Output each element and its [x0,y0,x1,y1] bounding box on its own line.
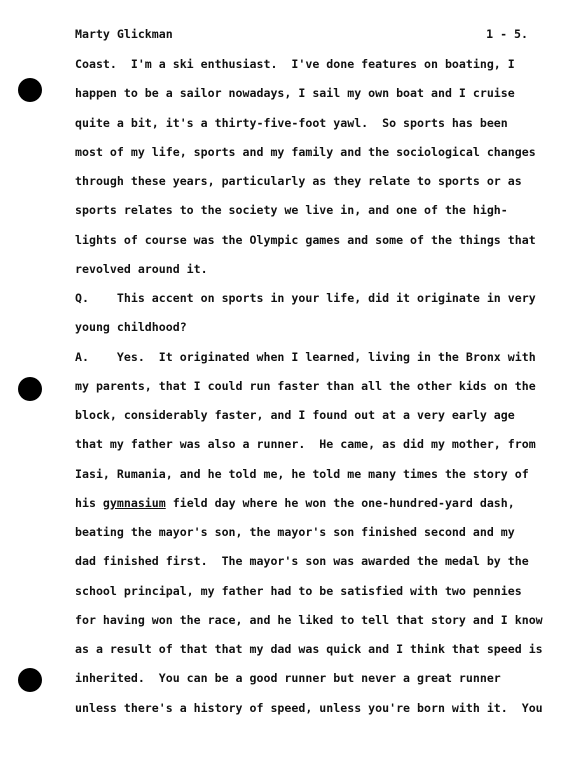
page-header [75,27,528,43]
transcript-line: revolved around it. [75,261,208,276]
transcript-line: that my father was also a runner. He came, as did my mother, from [75,437,536,452]
binder-hole [18,78,42,102]
transcript-line: happen to be a sailor nowadays, I sail my own boat and I cruise [75,86,515,101]
transcript-line: Coast. I'm a ski enthusiast. I've done features on boating, I [75,57,515,71]
binder-hole [18,668,42,692]
transcript-line: Iasi, Rumania, and he told me, he told me many times the story of [75,466,529,481]
transcript-line: A. Yes. It originated when I learned, living in the Bronx with [75,349,536,364]
transcript-line: beating the mayor's son, the mayor's son finished second and my [75,525,515,539]
binder-hole [18,377,42,401]
transcript-line: school principal, my father had to be satisfied with two pennies [75,583,522,598]
transcript-line: Q. This accent on sports in your life, did it originate in very [75,291,536,305]
line-text: his [75,495,103,510]
transcript-line: most of my life, sports and my family and the sociological changes [75,144,536,159]
interviewee-name: Marty Glickman [75,27,173,41]
transcript-line [75,495,515,511]
transcript-line: through these years, particularly as they relate to sports or as [75,174,522,188]
transcript-line: quite a bit, it's a thirty-five-foot yawl. So sports has been [75,115,508,130]
underlined-word: gymnasium [102,495,166,510]
transcript-line: block, considerably faster, and I found out at a very early age [75,408,515,422]
transcript-line: dad finished first. The mayor's son was awarded the medal by the [75,554,529,569]
transcript-line: unless there's a history of speed, unless you're born with it. You [75,700,543,715]
transcript-line: for having won the race, and he liked to tell that story and I know [75,612,543,627]
page-number: 1 - 5. [486,27,528,41]
transcript-line: young childhood? [75,320,187,335]
transcript-line: my parents, that I could run faster than all the other kids on the [75,378,536,393]
transcript-line: lights of course was the Olympic games and some of the things that [75,232,536,247]
transcript-line: sports relates to the society we live in, and one of the high- [75,203,508,218]
line-text: field day where he won the one-hundred-yard dash, [165,495,515,510]
transcript-line: inherited. You can be a good runner but never a great runner [75,671,501,686]
transcript-line: as a result of that that my dad was quick and I think that speed is [75,642,543,656]
